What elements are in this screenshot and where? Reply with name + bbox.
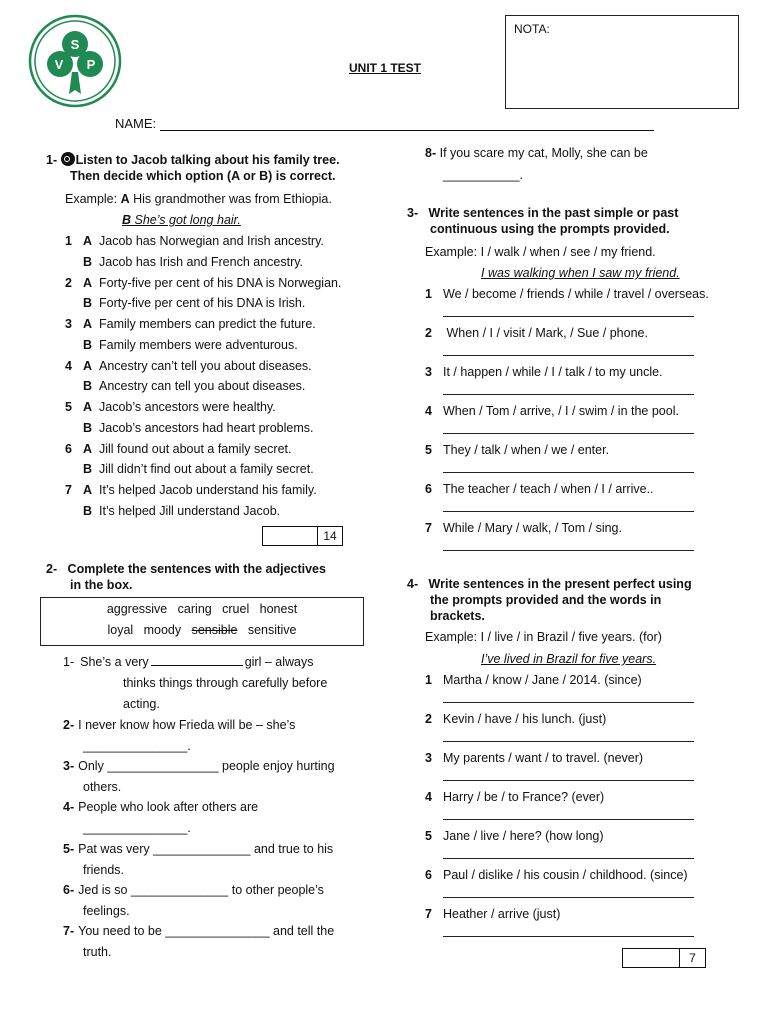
item-continuation: _______________. (83, 821, 191, 835)
option-text: Jill found out about a family secret. (99, 441, 292, 456)
answer-line[interactable] (443, 936, 694, 937)
word-box-line-2 (41, 623, 363, 637)
section3-number: 3- (407, 206, 419, 220)
question-option-a[interactable] (65, 233, 324, 249)
item-text: People who look after others are (78, 800, 259, 814)
prompt-text: Martha / know / Jane / 2014. (since) (443, 673, 642, 687)
fill-in-item (63, 921, 334, 941)
item-text-after: girl – always (244, 655, 314, 669)
section4-example: Example: I / live / in Brazil / five years. (for) (425, 630, 662, 644)
question-option-a[interactable] (65, 316, 316, 332)
question-number: 5 (65, 400, 72, 414)
section1-instruction-1: Listen to Jacob talking about his family tree. (75, 153, 340, 167)
question-option-b[interactable] (83, 295, 305, 311)
option-text: Jacob has Irish and French ancestry. (99, 254, 304, 269)
section3-instruction-2: continuous using the prompts provided. (430, 222, 670, 236)
prompt-text: While / Mary / walk, / Tom / sing. (443, 521, 622, 535)
item-number: 7- (63, 924, 75, 938)
prompt-item (425, 750, 643, 766)
score-blank[interactable] (623, 949, 680, 967)
word-box-words-1: loyal moody (107, 623, 192, 637)
option-text: Family members were adventurous. (99, 337, 298, 352)
prompt-item (425, 403, 679, 419)
question-number: 1 (65, 234, 72, 248)
prompt-number: 5 (425, 829, 432, 843)
item-continuation: truth. (83, 945, 112, 959)
name-blank[interactable] (160, 118, 654, 131)
prompt-item (425, 867, 688, 883)
section4-instruction-3: brackets. (430, 609, 485, 623)
option-letter: B (83, 462, 93, 476)
prompt-text: We / become / friends / while / travel / overseas. (443, 287, 709, 301)
answer-line[interactable] (443, 511, 694, 512)
prompt-number: 4 (425, 790, 432, 804)
prompt-item (425, 906, 560, 922)
section2-number: 2- (46, 562, 58, 576)
prompt-text: My parents / want / to travel. (never) (443, 751, 644, 765)
example-b-text: She’s got long hair. (134, 213, 241, 227)
prompt-number: 1 (425, 287, 432, 301)
option-letter: B (83, 337, 93, 352)
option-text: Forty-five per cent of his DNA is Irish. (99, 296, 306, 310)
section3-example: Example: I / walk / when / see / my friend. (425, 245, 656, 259)
answer-line[interactable] (443, 355, 694, 356)
word-box-struck-word: sensible (191, 623, 238, 637)
option-letter: A (83, 441, 93, 456)
option-text: Jacob’s ancestors had heart problems. (99, 420, 314, 435)
section1-example-answer (122, 211, 241, 229)
prompt-number: 1 (425, 673, 432, 687)
question-number: 6 (65, 441, 72, 456)
item-number: 4- (63, 800, 75, 814)
option-letter: A (83, 483, 93, 497)
question-option-b[interactable] (83, 420, 313, 436)
option-text: Jacob has Norwegian and Irish ancestry. (99, 234, 324, 248)
item-number: 2- (63, 718, 75, 732)
prompt-text: It / happen / while / I / talk / to my uncle. (443, 365, 663, 379)
option-letter: A (83, 275, 93, 290)
name-label: NAME: (115, 116, 157, 131)
option-letter: B (83, 296, 93, 310)
example-a-letter: A (120, 192, 130, 206)
section2-instruction-1: Complete the sentences with the adjectives (67, 562, 326, 576)
item-continuation: others. (83, 780, 122, 794)
item8 (425, 145, 648, 161)
prompt-text: They / talk / when / we / enter. (443, 443, 610, 457)
fill-in-item (63, 652, 313, 672)
prompt-item (425, 672, 642, 688)
score-blank[interactable] (263, 527, 318, 545)
grade-box[interactable] (505, 15, 739, 109)
question-option-b[interactable] (83, 337, 298, 353)
fill-in-item (63, 756, 335, 776)
answer-line[interactable] (443, 316, 694, 317)
option-letter: A (83, 234, 93, 248)
question-option-a[interactable] (65, 275, 341, 291)
section4-example-answer: I’ve lived in Brazil for five years. (481, 652, 657, 666)
item-number: 1- (63, 655, 75, 669)
question-option-a[interactable] (65, 399, 276, 415)
fill-in-item (63, 715, 295, 735)
option-text: Jill didn’t find out about a family secret. (99, 462, 314, 476)
option-text: It’s helped Jacob understand his family. (99, 483, 317, 497)
prompt-text: Heather / arrive (just) (443, 907, 561, 921)
question-option-a[interactable] (65, 358, 312, 374)
option-letter: B (83, 254, 93, 269)
logo-letter-s: S (70, 37, 80, 52)
prompt-item (425, 711, 606, 727)
option-text: Forty-five per cent of his DNA is Norwegian. (99, 275, 342, 290)
option-letter: A (83, 400, 93, 414)
prompt-item (425, 828, 604, 844)
section4-instruction-1: Write sentences in the present perfect using (428, 577, 692, 591)
prompt-text: Kevin / have / his lunch. (just) (443, 712, 607, 726)
item-text: Jed is so ______________ to other people’s (78, 883, 324, 897)
section3-heading (407, 205, 678, 221)
option-letter: B (83, 503, 93, 518)
example-a-text: His grandmother was from Ethiopia. (133, 192, 332, 206)
question-number: 4 (65, 358, 72, 373)
question-option-a[interactable] (65, 441, 291, 457)
fill-in-item (63, 839, 333, 859)
prompt-number: 4 (425, 404, 432, 418)
word-box (40, 597, 364, 646)
prompt-text: Harry / be / to France? (ever) (443, 790, 605, 804)
audio-icon (61, 152, 75, 166)
name-field[interactable] (115, 116, 654, 131)
item8-text: If you scare my cat, Molly, she can be (439, 146, 648, 160)
answer-blank[interactable] (151, 654, 243, 666)
prompt-item (425, 286, 709, 302)
section4-score: 7 (689, 951, 696, 965)
prompt-item (425, 481, 654, 497)
question-option-b[interactable] (83, 503, 280, 519)
item-text: You need to be _______________ and tell the (78, 924, 335, 938)
item8-number: 8- (425, 146, 437, 160)
prompt-number: 3 (425, 751, 432, 765)
question-option-a[interactable] (65, 482, 317, 498)
section1-score: 14 (323, 529, 337, 543)
prompt-item (425, 520, 622, 536)
page-title: UNIT 1 TEST (349, 61, 422, 75)
section2-instruction-2: in the box. (70, 578, 133, 592)
answer-line[interactable] (443, 741, 694, 742)
section3-example-answer: I was walking when I saw my friend. (481, 266, 680, 280)
word-box-line-1: aggressive caring cruel honest (106, 602, 298, 616)
option-text: Family members can predict the future. (99, 317, 316, 331)
prompt-number: 2 (425, 712, 432, 726)
prompt-item (425, 364, 663, 380)
prompt-number: 5 (425, 443, 432, 457)
question-option-b[interactable] (83, 461, 314, 477)
answer-line[interactable] (443, 819, 694, 820)
option-text: It’s helped Jill understand Jacob. (99, 503, 281, 518)
section1-example (65, 190, 332, 208)
section4-number: 4- (407, 577, 419, 591)
item-continuation: friends. (83, 863, 124, 877)
section4-instruction-2: the prompts provided and the words in (430, 593, 662, 607)
question-number: 2 (65, 275, 72, 290)
section3-instruction-1: Write sentences in the past simple or past (428, 206, 679, 220)
item-text: Pat was very ______________ and true to his (78, 842, 334, 856)
question-number: 3 (65, 317, 72, 331)
item-continuation: feelings. (83, 904, 130, 918)
question-option-b[interactable] (83, 378, 305, 394)
prompt-text: Jane / live / here? (how long) (443, 829, 604, 843)
item-number: 6- (63, 883, 75, 897)
item-text: Only ________________ people enjoy hurting (78, 759, 335, 773)
option-letter: A (83, 317, 93, 331)
section4-heading (407, 576, 692, 592)
answer-line[interactable] (443, 702, 694, 703)
answer-line[interactable] (443, 858, 694, 859)
prompt-text: When / I / visit / Mark, / Sue / phone. (443, 326, 648, 340)
section4-score-box (622, 948, 706, 968)
prompt-text: Paul / dislike / his cousin / childhood. (since) (443, 868, 688, 882)
item-number: 5- (63, 842, 75, 856)
section1-score-box (262, 526, 343, 546)
item-text: She’s a very (80, 655, 149, 669)
prompt-number: 6 (425, 482, 432, 496)
section2-heading (46, 561, 326, 577)
question-number: 7 (65, 483, 72, 497)
section1-number: 1- (46, 153, 58, 167)
prompt-number: 6 (425, 868, 432, 882)
prompt-item (425, 325, 648, 341)
item-continuation: _______________. (83, 739, 191, 753)
option-text: Jacob’s ancestors were healthy. (99, 400, 276, 414)
prompt-item (425, 789, 604, 805)
answer-line[interactable] (443, 394, 694, 395)
answer-line[interactable] (443, 550, 694, 551)
item8-blank[interactable]: ___________. (443, 168, 523, 182)
item-number: 3- (63, 759, 75, 773)
prompt-number: 3 (425, 365, 432, 379)
answer-line[interactable] (443, 433, 694, 434)
word-box-words-2: sensitive (237, 623, 297, 637)
prompt-text: When / Tom / arrive, / I / swim / in the pool. (443, 404, 679, 418)
grade-label: NOTA: (514, 22, 550, 36)
prompt-number: 2 (425, 326, 432, 340)
answer-line[interactable] (443, 472, 694, 473)
logo-letter-p: P (86, 57, 96, 72)
school-logo (28, 14, 122, 108)
item-continuation: acting. (123, 697, 160, 711)
section1-instruction-2: Then decide which option (A or B) is correct. (70, 169, 336, 183)
option-letter: A (83, 358, 93, 373)
prompt-number: 7 (425, 521, 432, 535)
answer-line[interactable] (443, 780, 694, 781)
fill-in-item (63, 797, 258, 817)
question-option-b[interactable] (83, 254, 303, 270)
example-prefix: Example: (65, 192, 118, 206)
prompt-number: 7 (425, 907, 432, 921)
option-letter: B (83, 379, 93, 393)
answer-line[interactable] (443, 897, 694, 898)
option-letter: B (83, 420, 93, 435)
prompt-text: The teacher / teach / when / I / arrive.. (443, 482, 654, 496)
fill-in-item (63, 880, 324, 900)
item-text: I never know how Frieda will be – she’s (78, 718, 296, 732)
prompt-item (425, 442, 609, 458)
option-text: Ancestry can tell you about diseases. (99, 379, 306, 393)
item-continuation: thinks things through carefully before (123, 676, 328, 690)
example-b-letter: B (122, 213, 132, 227)
option-text: Ancestry can’t tell you about diseases. (99, 358, 312, 373)
logo-letter-v: V (54, 57, 64, 72)
section1-heading (46, 152, 340, 168)
